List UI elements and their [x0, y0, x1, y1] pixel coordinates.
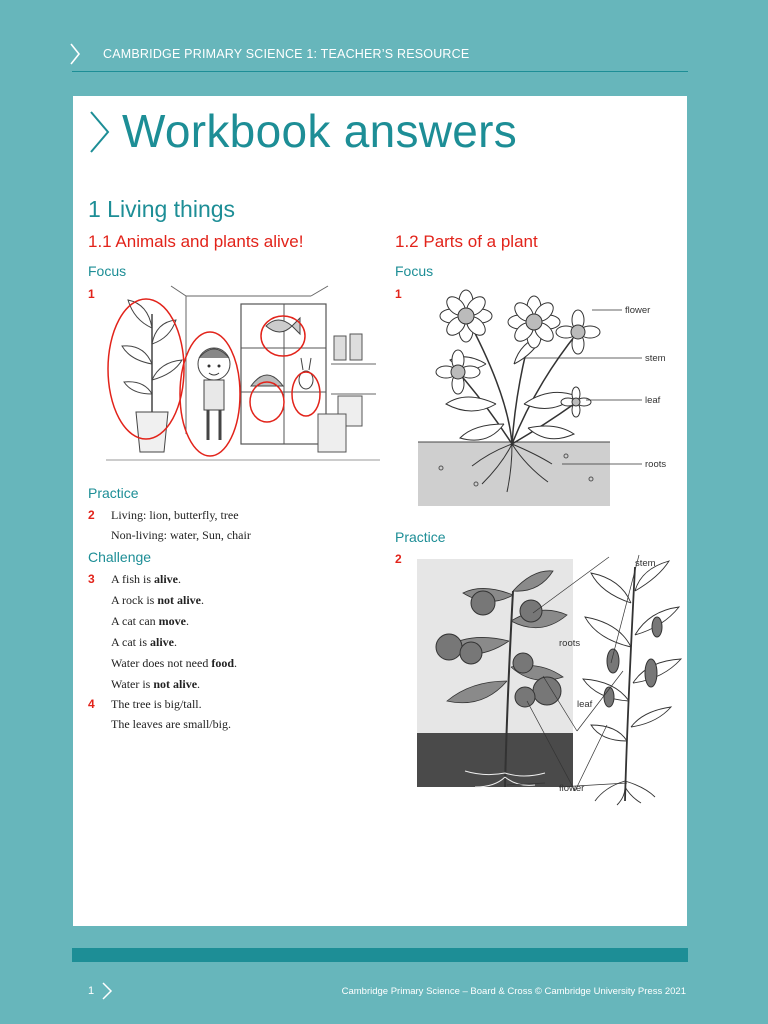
label-flower: flower	[625, 305, 651, 316]
question-number: 2	[395, 552, 402, 566]
answer-line: A cat is alive.	[111, 635, 177, 649]
footer-copyright: Cambridge Primary Science – Board & Cross © Cambridge University Press 2021	[341, 986, 686, 997]
label-roots: roots	[645, 459, 667, 470]
answer-line: Water is not alive.	[111, 677, 201, 691]
label-stem: stem	[635, 558, 656, 569]
section-title-1-2: 1.2 Parts of a plant	[395, 232, 538, 251]
page-card	[73, 96, 687, 926]
challenge-heading: Challenge	[88, 549, 152, 565]
label-stem: stem	[645, 353, 666, 364]
page-number: 1	[88, 985, 95, 997]
focus-heading: Focus	[88, 263, 127, 279]
label-leaf: leaf	[645, 395, 661, 406]
question-number: 4	[88, 697, 95, 711]
question-number: 1	[395, 287, 402, 301]
room-illustration	[106, 284, 380, 472]
chevron-right-icon	[101, 981, 113, 1001]
chevron-right-icon	[87, 109, 113, 155]
answer-line: Living: lion, butterfly, tree	[111, 508, 239, 522]
chevron-right-icon	[68, 42, 82, 66]
label-leaf: leaf	[577, 699, 593, 710]
answer-line: Non-living: water, Sun, chair	[111, 528, 251, 542]
unit-title: 1 Living things	[88, 196, 236, 222]
answer-line: The leaves are small/big.	[111, 717, 231, 731]
label-flower: flower	[559, 783, 585, 794]
footer-band	[72, 948, 688, 962]
running-header: CAMBRIDGE PRIMARY SCIENCE 1: TEACHER’S RESOURCE	[103, 47, 470, 61]
focus-heading: Focus	[395, 263, 434, 279]
practice-heading: Practice	[395, 529, 446, 545]
question-number: 3	[88, 572, 95, 586]
question-number: 1	[88, 287, 95, 301]
page-title: Workbook answers	[122, 105, 518, 157]
practice-heading: Practice	[88, 485, 139, 501]
answer-line: A cat can move.	[111, 614, 189, 628]
answer-line: Water does not need food.	[111, 656, 238, 670]
label-roots: roots	[559, 638, 581, 649]
tomato-plant-diagram	[413, 551, 688, 806]
answer-line: The tree is big/tall.	[111, 697, 202, 711]
flower-plant-diagram	[416, 284, 676, 509]
answer-line: A fish is alive.	[111, 572, 182, 586]
section-title-1-1: 1.1 Animals and plants alive!	[88, 232, 304, 251]
header-rule	[72, 71, 688, 72]
answer-line: A rock is not alive.	[111, 593, 205, 607]
question-number: 2	[88, 508, 95, 522]
